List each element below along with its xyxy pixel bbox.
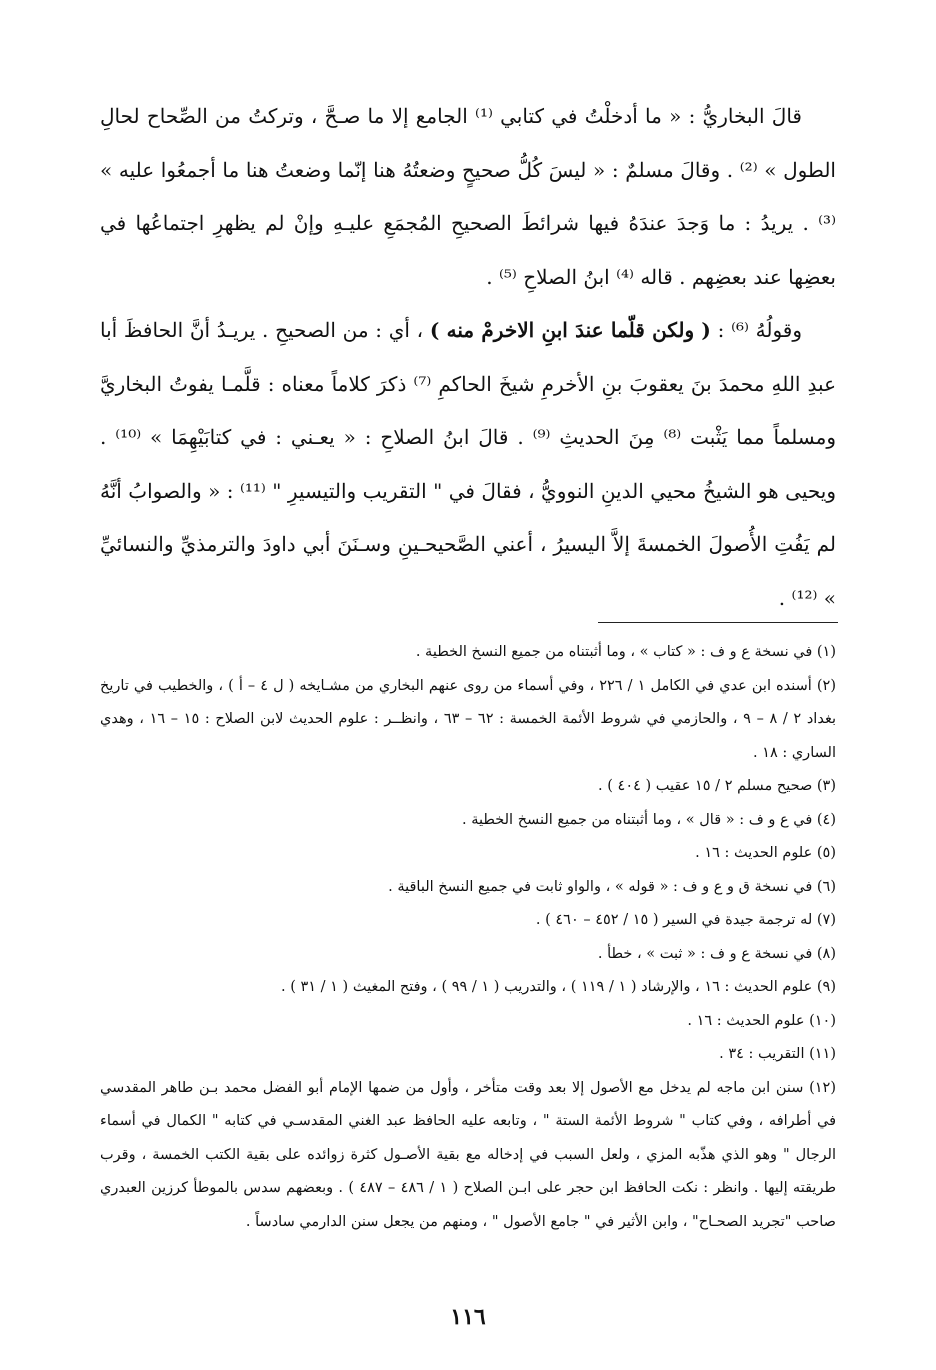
footnote-11: (١١) التقريب : ٣٤ .	[719, 1046, 836, 1062]
footnote-6: (٦) في نسخة ق و ع و ف : « قوله » ، والواو ثابت في جميع النسخ الباقية .	[388, 878, 836, 895]
main-text	[100, 90, 836, 625]
footnote-10: (١٠) علوم الحديث : ١٦ .	[687, 1012, 836, 1029]
verse-quote: ( ولكن قلّما عندَ ابنِ الاخرمْ منه )	[429, 318, 711, 342]
paragraph-2-start: وقولُهُ ⁽⁶⁾ :	[710, 318, 803, 342]
footnote-8: (٨) في نسخة ع و ف : « ثبت » ، خطأ .	[597, 945, 836, 962]
footnote-12: (١٢) سنن ابن ماجه لم يدخل مع الأصول إلا بعد وقت متأخر ، وأول من ضمها الإمام أبو الفضل محمد بـن طاهر المقدسي في أطرافه ، وفي كتاب " شروط الأئمة الستة " ، وتابعه عليه الحافظ عبد الغني المقدسـي في كتابه " الكمال في أسماء الرجال " وهو الذي هذّبه المزي ، ولعل السبب في إدخاله مع بقية الأصـول كثرة زوائده على بقية الكتب الخمسة ، وقرب طريقته إليها . وانظر : نكت الحافظ ابن حجر على ابـن الصلاح ( ١ / ٤٨٦ – ٤٨٧ ) . وبعضهم سدس بالموطأ كرزين العبدري صاحب "تجريد الصحـاح" ، وابن الأثير في " جامع الأصول " ، ومنهم من يجعل سنن الدارمي سادساً .	[100, 1079, 836, 1230]
page-number: ١١٦	[450, 1304, 486, 1330]
paragraph-2	[100, 304, 836, 625]
paragraph-2-rest: ، أي : من الصحيحِ . يريـدُ أنَّ الحافظَ أبا عبدِ اللهِ محمدَ بنَ يعقوبَ بنِ الأخرمِ شيخَ الحاكمِ ⁽⁷⁾ ذكرَ كلاماً معناه : قلَّمـا يفوتُ البخاريَّ ومسلماً مما يَثْبت ⁽⁸⁾ مِنَ الحديثِ ⁽⁹⁾ . قالَ ابنُ الصلاحِ : « يعـني : في كتابَيْهِمَا » ⁽¹⁰⁾ . ويحيى هو الشيخُ محيي الدينِ النوويُّ ، فقالَ في " التقريب والتيسيرِ " ⁽¹¹⁾ : « والصوابُ أنَّهُ لم يَفُتِ الأُصولَ الخمسةَ إلاَّ اليسيرُ ، أعني الصَّحيحـينِ وسـنَنَ أبي داودَ والترمذيِّ والنسائيِّ » ⁽¹²⁾ .	[100, 318, 837, 610]
footnote-5: (٥) علوم الحديث : ١٦ .	[695, 845, 836, 861]
footnote-7: (٧) له ترجمة جيدة في السير ( ١٥ / ٤٥٢ – ٤٦٠ ) .	[535, 912, 836, 928]
footnote-1: (١) في نسخة ع و ف : « كتاب » ، وما أثبتناه من جميع النسخ الخطية .	[415, 644, 836, 660]
footnote-4: (٤) في ع و ف : « قال » ، وما أثبتناه من جميع النسخ الخطية .	[462, 811, 836, 828]
footnote-2: (٢) أسنده ابن عدي في الكامل ١ / ٢٢٦ ، وفي أسماء من روى عنهم البخاري من مشـايخه ( ل ٤ – أ ) ، والخطيب في تاريخ بغداد ٢ / ٨ – ٩ ، والحازمي في شروط الأئمة الخمسة : ٦٢ – ٦٣ ، وانظــر : علوم الحديث لابن الصلاح : ١٥ – ١٦ ، وهدي الساري : ١٨ .	[100, 677, 836, 761]
paragraph-1: قالَ البخاريُّ : « ما أدخلْتُ في كتابي ⁽¹⁾ الجامع إلا ما صـحَّ ، وتركتُ من الصِّحاح لحالِ الطول » ⁽²⁾ . وقالَ مسلمٌ : « ليسَ كُلُّ صحيحٍ وضعتُهُ هنا إنّما وضعتُ هنا ما أجمعُوا عليه » ⁽³⁾ . يريدُ : ما وَجدَ عندَهُ فيها شرائطَ الصحيحِ المُجمَعِ عليـهِ وإنْ لم يظهرِ اجتماعُها في بعضِها عند بعضِهم . قاله ⁽⁴⁾ ابنُ الصلاحِ ⁽⁵⁾ .	[100, 104, 836, 289]
footnotes	[100, 636, 836, 1239]
footnote-9: (٩) علوم الحديث : ١٦ ، والإرشاد ( ١ / ١١٩ ) ، والتدريب ( ١ / ٩٩ ) ، وفتح المغيث ( ١ / ٣١ ) .	[280, 979, 836, 995]
footnote-separator	[598, 622, 838, 623]
footnote-3: (٣) صحيح مسلم ٢ / ١٥ عقيب ( ٤٠٤ ) .	[598, 778, 836, 794]
